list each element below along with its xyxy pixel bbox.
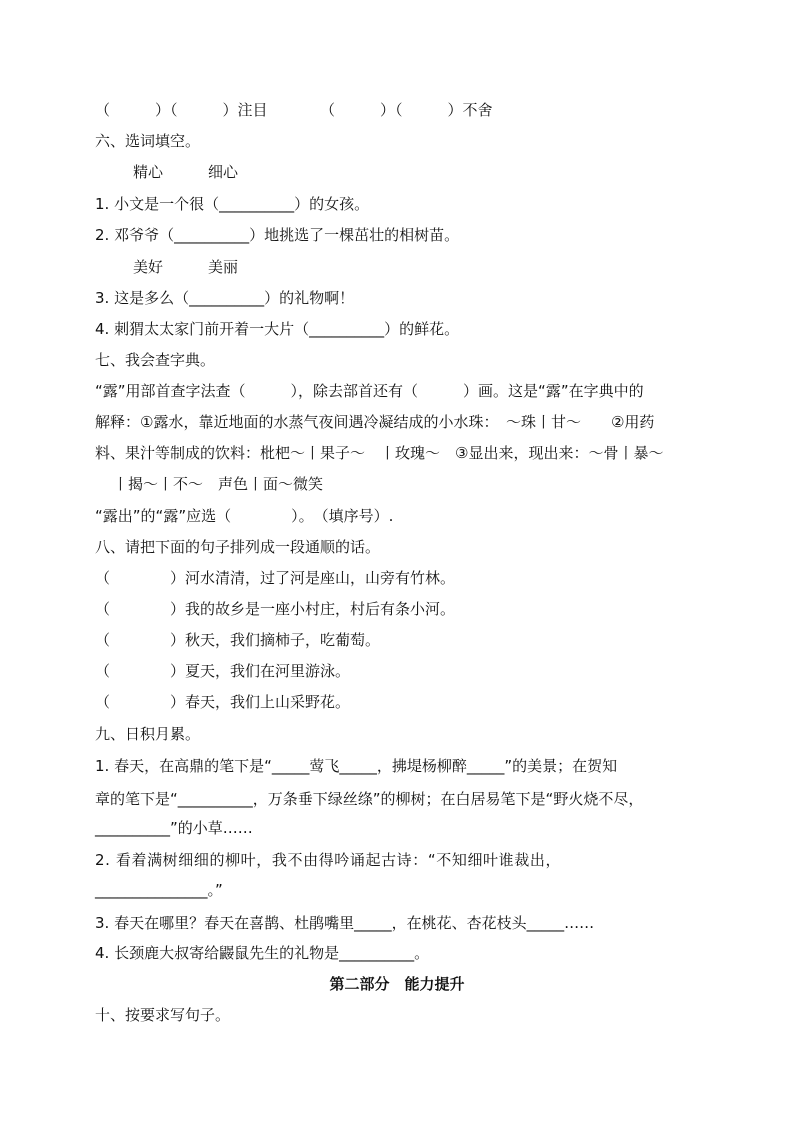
section-six-heading: 六、选词填空。 (95, 132, 201, 150)
fill-question-4: 4. 刺猬太太家门前开着一大片（__________）的鲜花。 (95, 320, 460, 338)
order-sentence-4: （ ）夏天，我们在河里游泳。 (95, 662, 351, 680)
section-eight-heading: 八、请把下面的句子排列成一段通顺的话。 (95, 538, 381, 556)
section-nine-heading: 九、日积月累。 (95, 725, 201, 743)
accumulation-1-line-1: 1. 春天，在高鼎的笔下是“_____莺飞_____，拂堤杨柳醉_____”的美景；在贺知 (95, 757, 618, 775)
fill-question-1: 1. 小文是一个很（__________）的女孩。 (95, 195, 370, 213)
accumulation-2-line-2: _______________。” (95, 881, 223, 899)
fill-question-3: 3. 这是多么（__________）的礼物啊！ (95, 289, 355, 307)
section-ten-heading: 十、按要求写句子。 (95, 1006, 231, 1024)
dictionary-text-1: “露”用部首查字法查（ ），除去部首还有（ ）画。这是“露”在字典中的 (95, 382, 644, 400)
dictionary-text-2: 解释：①露水，靠近地面的水蒸气夜间遇冷凝结成的小水珠： ～珠丨甘～ ②用药 (95, 413, 655, 431)
order-sentence-2: （ ）我的故乡是一座小村庄，村后有条小河。 (95, 600, 456, 618)
order-sentence-1: （ ）河水清清，过了河是座山，山旁有竹林。 (95, 569, 456, 587)
accumulation-4: 4. 长颈鹿大叔寄给鼹鼠先生的礼物是__________。 (95, 944, 430, 962)
accumulation-2-line-1: 2. 看着满树细细的柳叶，我不由得吟诵起古诗：“不知细叶谁裁出， (95, 851, 562, 869)
dictionary-text-3: 料、果汁等制成的饮料：枇杷～丨果子～ 丨玫瑰～ ③显出来，现出来：～骨丨暴～ (95, 444, 664, 462)
order-sentence-5: （ ）春天，我们上山采野花。 (95, 693, 351, 711)
accumulation-1-line-3: __________”的小草…… (95, 819, 253, 837)
dictionary-question: “露出”的“露”应选（ ）。 （填序号）. (95, 507, 394, 525)
fill-question-2: 2. 邓爷爷（__________）地挑选了一棵茁壮的相树苗。 (95, 226, 460, 244)
word-choices-1: 精心 细心 (133, 163, 239, 181)
accumulation-3: 3. 春天在哪里？春天在喜鹊、杜鹃嘴里_____，在桃花、杏花枝头_____…… (95, 914, 595, 932)
dictionary-text-4: 丨揭～丨不～ 声色丨面～微笑 (113, 475, 324, 493)
section-seven-heading: 七、我会查字典。 (95, 351, 216, 369)
part-two-title: 第二部分 能力提升 (329, 975, 465, 993)
order-sentence-3: （ ）秋天，我们摘柿子，吃葡萄。 (95, 631, 381, 649)
idiom-fill-row: （ ）（ ）注目 （ ）（ ）不舍 (95, 101, 493, 119)
accumulation-1-line-2: 章的笔下是“__________，万条垂下绿丝绦”的柳树；在白居易笔下是“野火烧不尽， (95, 790, 644, 808)
word-choices-2: 美好 美丽 (133, 258, 239, 276)
